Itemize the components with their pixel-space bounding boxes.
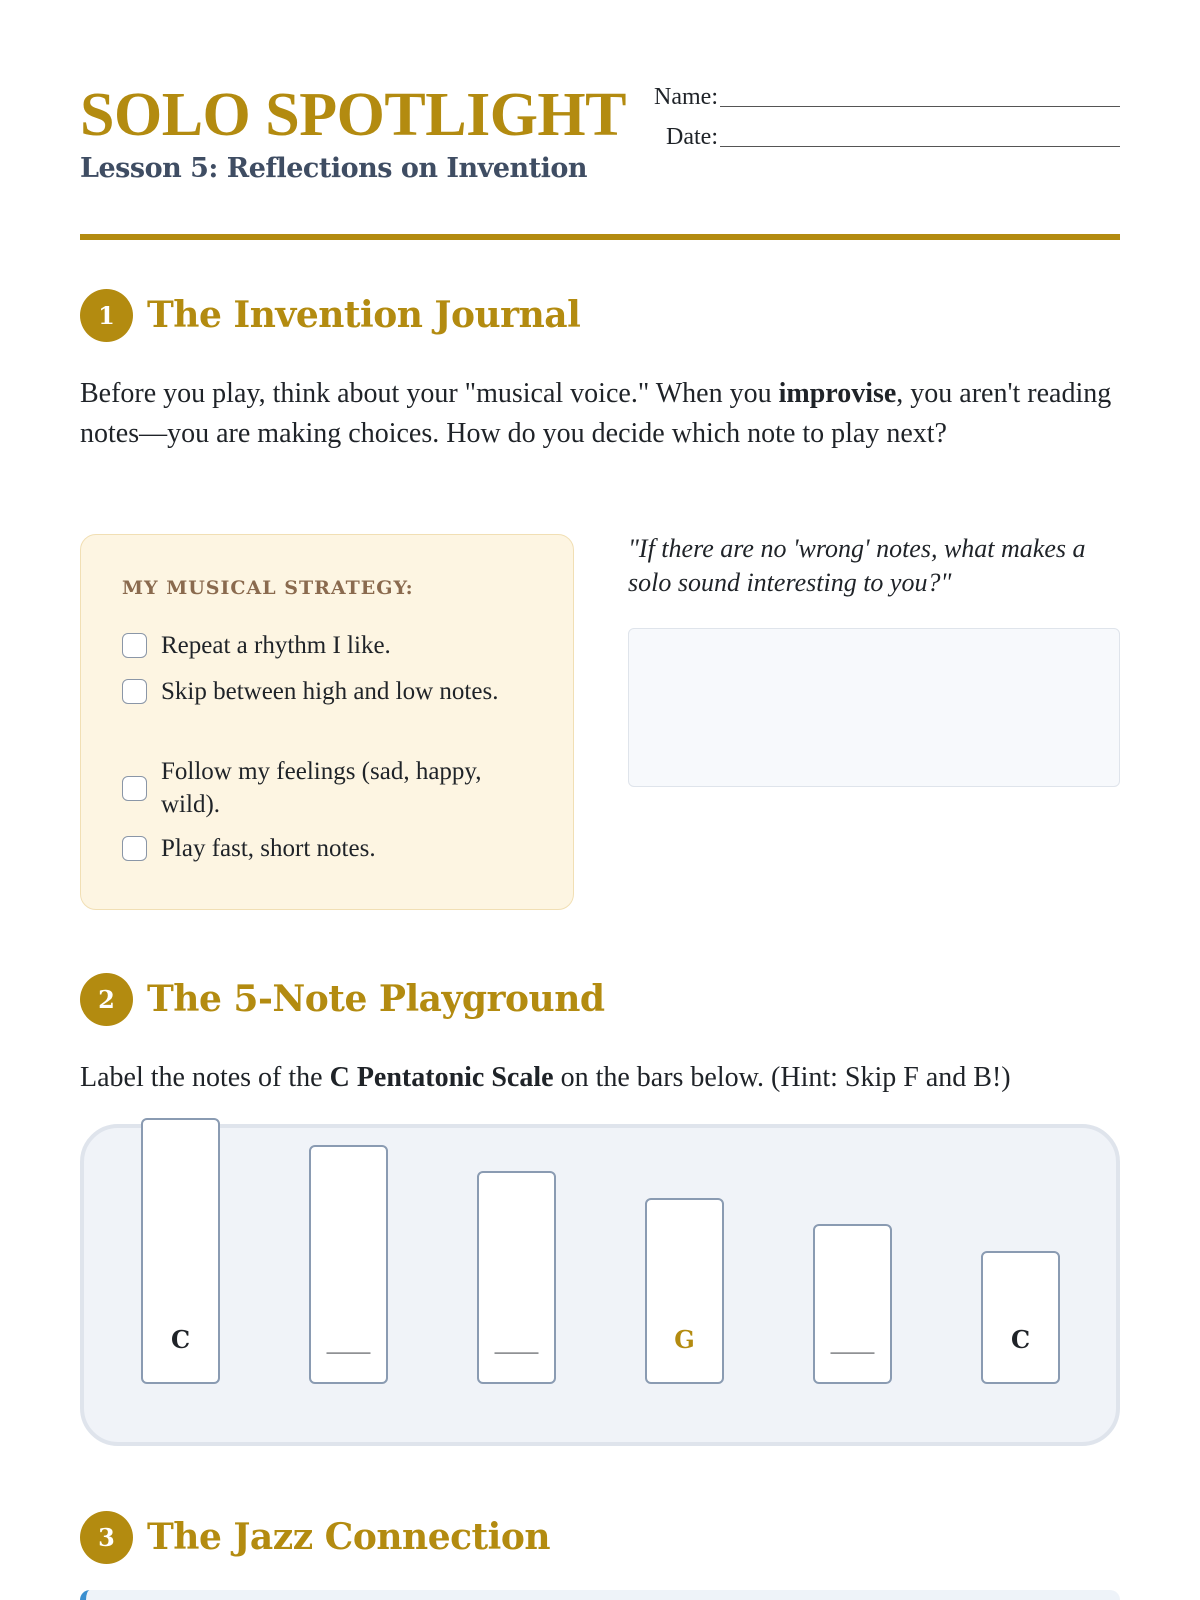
xylophone-bar[interactable] xyxy=(981,1251,1060,1384)
section-1-title: The Invention Journal xyxy=(147,294,581,336)
section-3-title: The Jazz Connection xyxy=(147,1516,551,1558)
section-1-heading xyxy=(80,288,580,342)
strategy-option-label: Repeat a rhythm I like. xyxy=(161,632,391,659)
strategy-option-label: Play fast, short notes. xyxy=(161,835,376,862)
reflection-answer-box[interactable] xyxy=(628,628,1120,787)
section-2-number-badge: 2 xyxy=(80,973,133,1026)
worksheet-header xyxy=(80,81,1120,244)
date-label: Date: xyxy=(666,124,718,150)
intro-emphasis: improvise xyxy=(778,378,897,409)
section-1-number-badge: 1 xyxy=(80,289,133,342)
section-2-heading xyxy=(80,972,605,1026)
reflection-prompt: "If there are no 'wrong' notes, what makes a solo sound interesting to you?" xyxy=(628,534,1086,597)
pentatonic-playground xyxy=(80,1124,1120,1446)
bar-note-blank[interactable]: ____ xyxy=(494,1329,539,1354)
date-field[interactable] xyxy=(720,146,1120,147)
strategy-option[interactable] xyxy=(122,832,376,865)
strategy-option-label: Follow my feelings (sad, happy, wild). xyxy=(161,758,482,818)
strategy-card xyxy=(80,534,574,910)
bar-note-label: C xyxy=(170,1325,191,1354)
xylophone-bar[interactable] xyxy=(309,1145,388,1384)
name-row xyxy=(640,84,1120,124)
bar-note-blank[interactable]: ____ xyxy=(326,1329,371,1354)
strategy-checkbox[interactable] xyxy=(122,679,147,704)
strategy-checkbox[interactable] xyxy=(122,633,147,658)
xylophone-bar[interactable] xyxy=(813,1224,892,1384)
xylophone-bar[interactable] xyxy=(645,1198,724,1384)
section-2-intro xyxy=(80,1058,1120,1098)
strategy-checkbox[interactable] xyxy=(122,836,147,861)
lesson-subtitle: Lesson 5: Reflections on Invention xyxy=(80,153,587,184)
intro-text: on the bars below. (Hint: Skip F and B!) xyxy=(553,1062,1011,1093)
date-row xyxy=(640,124,1120,164)
strategy-title: MY MUSICAL STRATEGY: xyxy=(122,577,414,599)
bar-note-label: C xyxy=(1010,1325,1031,1354)
strategy-option[interactable] xyxy=(122,629,391,662)
section-3-number-badge: 3 xyxy=(80,1511,133,1564)
strategy-option[interactable] xyxy=(122,675,542,708)
xylophone-bar[interactable] xyxy=(477,1171,556,1384)
name-field[interactable] xyxy=(720,106,1120,107)
xylophone-bar[interactable] xyxy=(141,1118,220,1384)
section-2-title: The 5-Note Playground xyxy=(147,978,605,1020)
intro-emphasis: C Pentatonic Scale xyxy=(329,1062,554,1093)
header-divider xyxy=(80,234,1120,240)
strategy-option[interactable] xyxy=(122,755,542,821)
jazz-callout-box xyxy=(80,1590,1120,1600)
worksheet-title: SOLO SPOTLIGHT xyxy=(80,81,627,149)
section-3-heading xyxy=(80,1510,550,1564)
strategy-checkbox[interactable] xyxy=(122,776,147,801)
name-label: Name: xyxy=(654,84,718,110)
section-1-intro xyxy=(80,374,1120,454)
intro-text: Label the notes of the xyxy=(80,1062,330,1093)
strategy-option-label: Skip between high and low notes. xyxy=(161,678,499,705)
intro-text: , you aren't reading notes—you are making choices. How do you decide which note to play next? xyxy=(80,378,1112,449)
intro-text: Before you play, think about your "musical voice." When you xyxy=(80,378,779,409)
bar-note-blank[interactable]: ____ xyxy=(830,1329,875,1354)
student-info xyxy=(640,84,1120,164)
bar-note-label: G xyxy=(674,1325,695,1354)
